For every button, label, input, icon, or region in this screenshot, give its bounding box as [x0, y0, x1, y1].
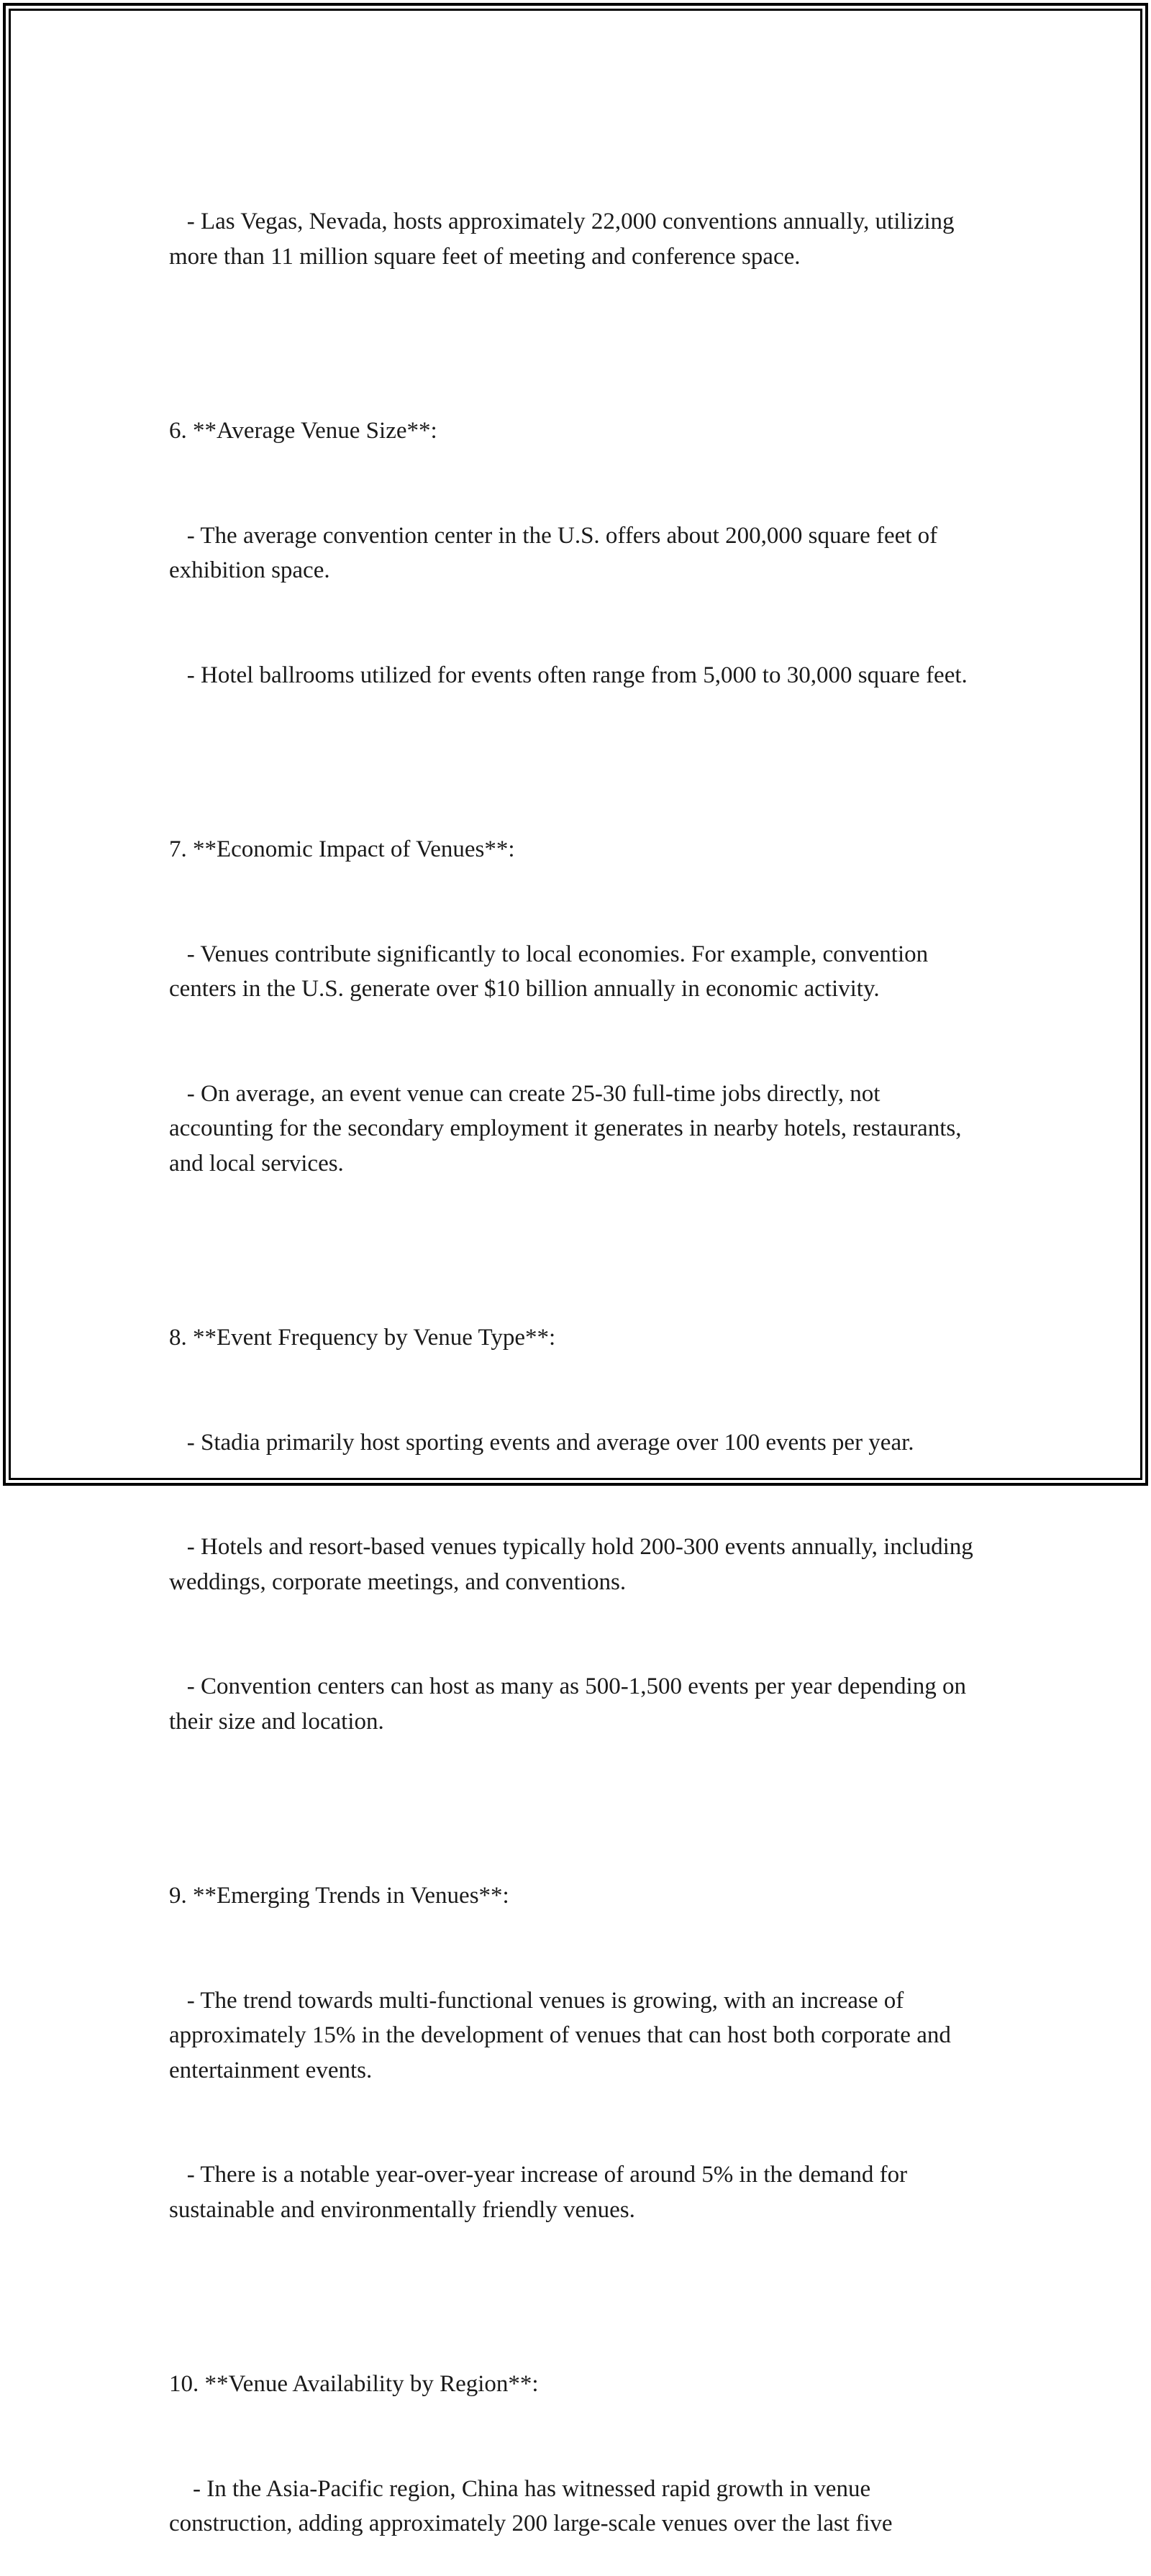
- section-heading-economic-impact: 7. **Economic Impact of Venues**:: [169, 836, 515, 862]
- bullet-stadia-events: - Stadia primarily host sporting events and average over 100 events per year.: [169, 1429, 914, 1456]
- paragraph-las-vegas-conventions: - Las Vegas, Nevada, hosts approximately 22,000 conventions annually, utilizing more than 11 million square feet of meeting and conference space.: [169, 209, 960, 270]
- bullet-local-economies: - Venues contribute significantly to local economies. For example, convention centers in the U.S. generate over $10 billion annually in economic activity.: [169, 941, 934, 1002]
- bullet-asia-pacific-growth: - In the Asia-Pacific region, China has witnessed rapid growth in venue construction, adding approximately 200 large-scale venues over the last five: [169, 2475, 893, 2536]
- bullet-sustainable-venues: - There is a notable year-over-year increase of around 5% in the demand for sustainable and environmentally friendly venues.: [169, 2162, 914, 2223]
- section-heading-venue-availability: 10. **Venue Availability by Region**:: [169, 2371, 539, 2397]
- bullet-hotel-events: - Hotels and resort-based venues typically hold 200-300 events annually, including weddings, corporate meetings, and conventions.: [169, 1534, 980, 1595]
- bullet-convention-center-events: - Convention centers can host as many as 500-1,500 events per year depending on their size and location.: [169, 1673, 973, 1735]
- section-heading-event-frequency: 8. **Event Frequency by Venue Type**:: [169, 1325, 556, 1351]
- document-body: [169, 134, 989, 2576]
- bullet-convention-center-size: - The average convention center in the U.S. offers about 200,000 square feet of exhibition space.: [169, 522, 944, 583]
- section-heading-average-venue-size: 6. **Average Venue Size**:: [169, 418, 437, 444]
- bullet-hotel-ballroom-size: - Hotel ballrooms utilized for events often range from 5,000 to 30,000 square feet.: [169, 662, 968, 688]
- bullet-jobs-created: - On average, an event venue can create 25-30 full-time jobs directly, not accounting for the secondary employment it generates in nearby hotels, restaurants, and local services.: [169, 1080, 968, 1177]
- bullet-multi-functional-venues: - The trend towards multi-functional venues is growing, with an increase of approximately 15% in the development of venues that can host both corporate and entertainment events.: [169, 1987, 957, 2083]
- section-heading-emerging-trends: 9. **Emerging Trends in Venues**:: [169, 1883, 509, 1909]
